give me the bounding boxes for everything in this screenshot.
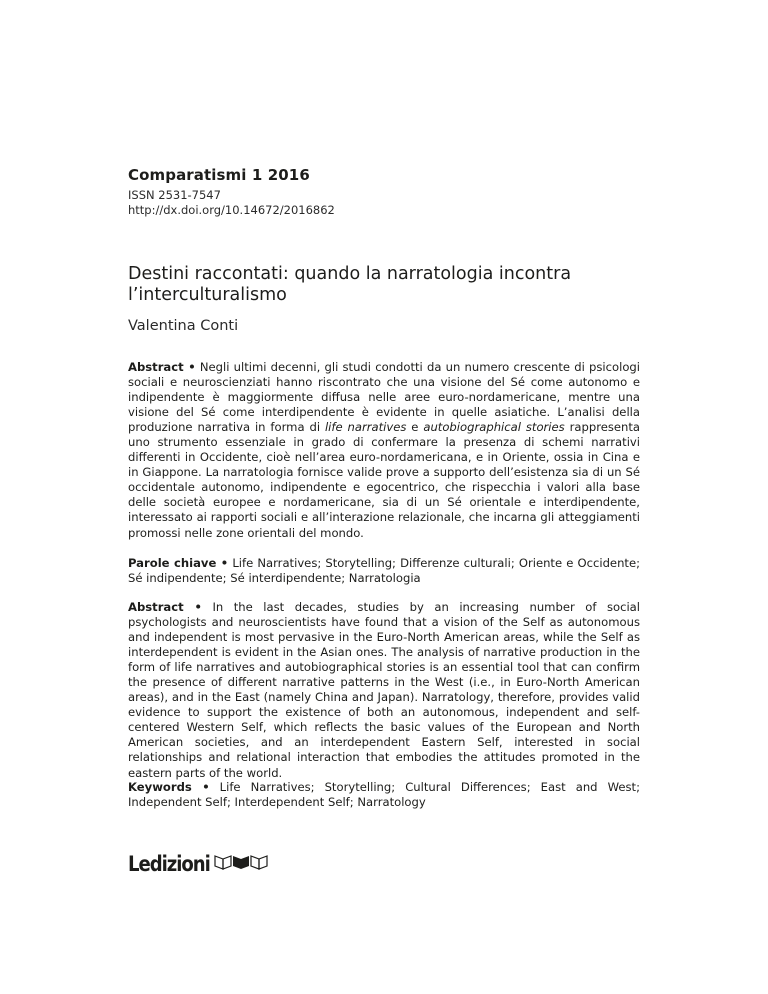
abstract-text: rappresenta uno strumento essenziale in grado di confermare la presenza di schemi narrativi differenti in Occidente, cioè nell’area euro-nordamericana, e in Oriente, ossia in Cina e in Giappone. La narratologia fornisce valide prove a supporto dell’esistenza sia di un Sé occidentale autonomo, indipendente e egocentrico, che rispecchia i valori alla base delle società europee e nordamericane, sia di un Sé orientale e interdipendente, interessato ai rapporti sociali e all’interazione relazionale, che incarna gli atteggiamenti promossi nelle zone orientali del mondo.: [128, 420, 641, 540]
article-author: Valentina Conti: [128, 318, 239, 334]
publisher-logo: [128, 852, 269, 876]
book-ornament-icon: [213, 853, 269, 875]
abstract-label: Abstract •: [128, 360, 196, 374]
keywords-label: Keywords •: [128, 780, 210, 794]
abstract-text: In the last decades, studies by an increasing number of social psychologists and neuroscientists have found that a vision of the Self as autonomous and independent is most pervasive in the Euro-North American areas, while the Self as interdependent is evident in the Asian ones. The analysis of narrative production in the form of life narratives and autobiographical stories is an essential tool that can confirm the presence of different narrative patterns in the West (i.e., in Euro-North American areas), and in the East (namely China and Japan). Narratology, therefore, provides valid evidence to support the existence of both an autonomous, independent and self-centered Western Self, which reflects the basic values of the European and North American societies, and an interdependent Eastern Self, interested in social relationships and relational interaction that embodies the attitudes promoted in the eastern parts of the world.: [128, 600, 640, 780]
keywords-text: Life Narratives; Storytelling; Cultural Differences; East and West; Independent Self; Interdependent Self; Narratology: [128, 780, 640, 810]
abstract-italian: [128, 360, 640, 541]
article-title: Destini raccontati: quando la narratologia incontra l’interculturalismo: [128, 264, 572, 305]
abstract-label: Abstract •: [128, 600, 202, 614]
keywords-italian: [128, 556, 640, 586]
keywords-label: Parole chiave •: [128, 556, 229, 570]
article-first-page: [128, 0, 640, 994]
abstract-text: Negli ultimi decenni, gli studi condotti da un numero crescente di psicologi sociali e neuroscienziati hanno riscontrato che una visione del Sé come autonomo e indipendente è maggiormente diffusa nelle aree euro-nordamericane, mentre una visione del Sé come interdipendente è evidente in quelle asiatiche. L’analisi della produzione narrativa in forma di: [128, 360, 640, 435]
abstract-text: e: [406, 420, 424, 435]
issn: ISSN 2531-7547: [128, 188, 221, 202]
doi-link[interactable]: http://dx.doi.org/10.14672/2016862: [128, 203, 335, 217]
abstract-emphasis: life narratives: [324, 420, 407, 435]
abstract-emphasis: autobiographical stories: [423, 420, 565, 435]
publisher-logo-wordmark: Ledizioni: [128, 852, 210, 876]
journal-identifiers: [128, 188, 335, 218]
journal-name: Comparatismi 1 2016: [128, 166, 310, 184]
abstract-english: [128, 600, 640, 781]
keywords-text: Life Narratives; Storytelling; Differenze culturali; Oriente e Occidente; Sé indipendente; Sé interdipendente; Narratologia: [128, 556, 640, 586]
keywords-english: [128, 780, 640, 810]
